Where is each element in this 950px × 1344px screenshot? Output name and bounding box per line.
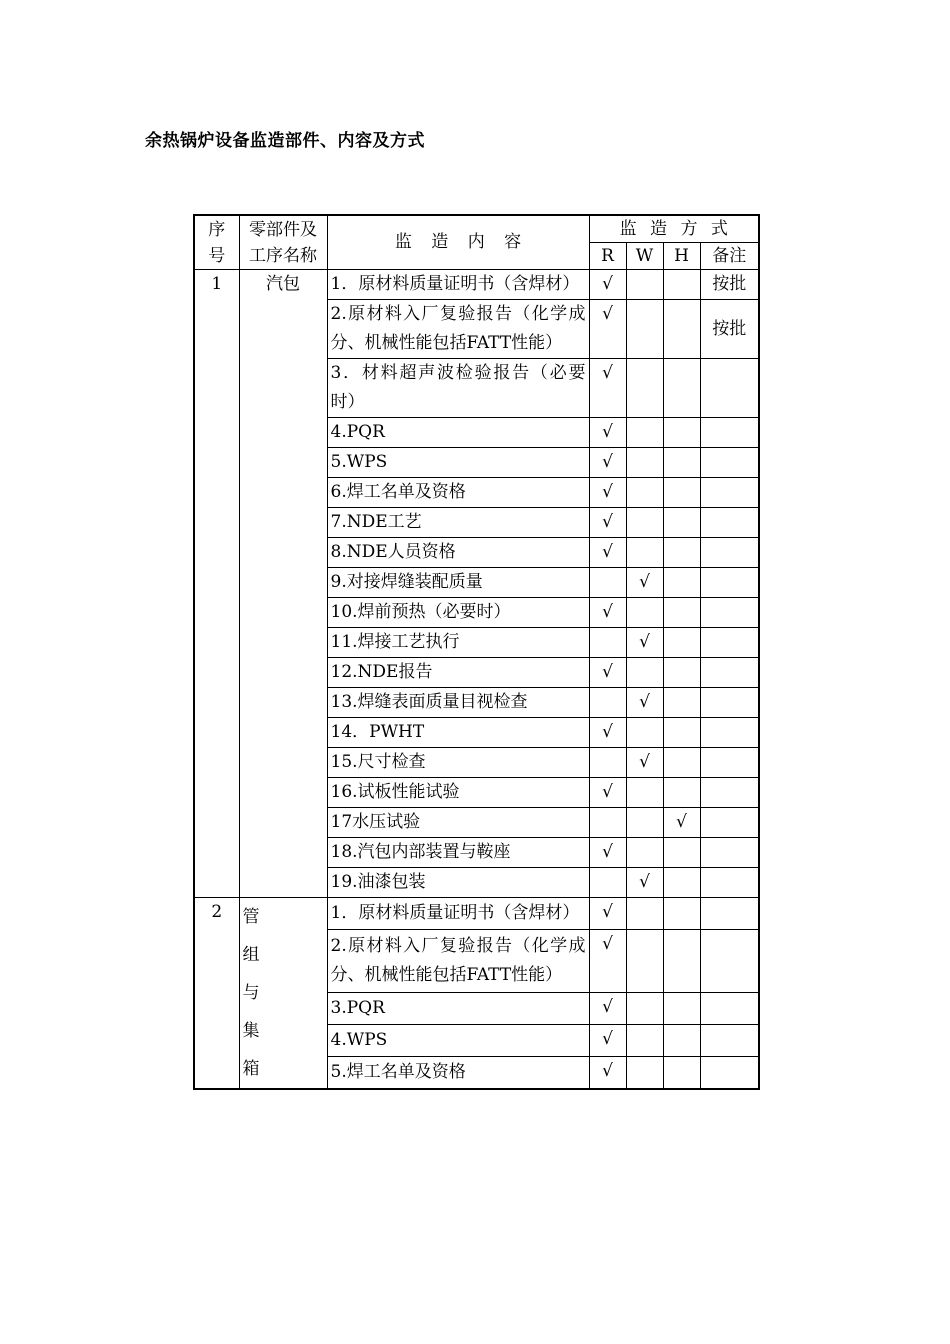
check-mark-r: √ [589,658,626,688]
header-col-w: W [626,243,663,270]
row-content: 10.焊前预热（必要时） [327,598,589,628]
supervision-table [193,214,760,1090]
check-mark-w [626,898,663,930]
check-mark-h [663,658,700,688]
check-mark-w [626,359,663,418]
row-note [700,359,759,418]
check-mark-r: √ [589,778,626,808]
check-mark-r [589,808,626,838]
check-mark-h [663,628,700,658]
check-mark-w [626,270,663,300]
check-mark-w [626,808,663,838]
row-note [700,778,759,808]
row-content: 4.PQR [327,418,589,448]
row-content: 15.尺寸检查 [327,748,589,778]
check-mark-r: √ [589,838,626,868]
check-mark-w [626,718,663,748]
check-mark-r [589,628,626,658]
row-content: 12.NDE报告 [327,658,589,688]
check-mark-w: √ [626,868,663,898]
check-mark-r [589,748,626,778]
header-col-h: H [663,243,700,270]
row-note [700,898,759,930]
check-mark-h [663,748,700,778]
row-note [700,930,759,993]
header-content: 监 造 内 容 [327,215,589,270]
check-mark-w [626,778,663,808]
row-note [700,598,759,628]
row-content: 18.汽包内部装置与鞍座 [327,838,589,868]
header-part: 零部件及 工序名称 [239,215,327,270]
check-mark-h [663,898,700,930]
check-mark-w: √ [626,568,663,598]
row-content: 4.WPS [327,1024,589,1056]
row-note [700,1024,759,1056]
header-col-note: 备注 [700,243,759,270]
check-mark-w: √ [626,628,663,658]
row-content: 7.NDE工艺 [327,508,589,538]
check-mark-r: √ [589,1056,626,1089]
row-note [700,868,759,898]
row-content: 5.WPS [327,448,589,478]
check-mark-h [663,418,700,448]
row-content: 14．PWHT [327,718,589,748]
check-mark-h [663,1024,700,1056]
row-note [700,508,759,538]
check-mark-h [663,778,700,808]
check-mark-h [663,270,700,300]
row-note: 按批 [700,300,759,359]
check-mark-w [626,448,663,478]
check-mark-r [589,688,626,718]
check-mark-r: √ [589,718,626,748]
check-mark-r: √ [589,359,626,418]
check-mark-h [663,300,700,359]
check-mark-w [626,930,663,993]
row-note [700,418,759,448]
check-mark-h [663,688,700,718]
row-content: 6.焊工名单及资格 [327,478,589,508]
check-mark-h [663,930,700,993]
check-mark-w: √ [626,688,663,718]
row-note [700,448,759,478]
row-content: 9.对接焊缝装配质量 [327,568,589,598]
table-row [194,270,759,300]
row-note [700,658,759,688]
check-mark-h [663,1056,700,1089]
check-mark-w [626,300,663,359]
row-content: 3．材料超声波检验报告（必要时） [327,359,589,418]
row-note: 按批 [700,270,759,300]
check-mark-r: √ [589,418,626,448]
check-mark-r: √ [589,538,626,568]
check-mark-w [626,538,663,568]
check-mark-w: √ [626,748,663,778]
check-mark-w [626,478,663,508]
header-seq: 序 号 [194,215,239,270]
check-mark-h [663,508,700,538]
check-mark-r: √ [589,598,626,628]
check-mark-h [663,838,700,868]
row-note [700,478,759,508]
check-mark-r [589,868,626,898]
check-mark-r: √ [589,300,626,359]
row-seq: 2 [194,898,239,1090]
row-content: 2.原材料入厂复验报告（化学成分、机械性能包括FATT性能） [327,930,589,993]
check-mark-h [663,359,700,418]
row-content: 8.NDE人员资格 [327,538,589,568]
check-mark-w [626,508,663,538]
row-seq: 1 [194,270,239,898]
row-content: 1．原材料质量证明书（含焊材） [327,270,589,300]
check-mark-w [626,992,663,1024]
row-note [700,718,759,748]
header-row-1 [194,215,759,243]
check-mark-r: √ [589,508,626,538]
header-method: 监 造 方 式 [589,215,759,243]
document-title: 余热锅炉设备监造部件、内容及方式 [145,131,425,151]
check-mark-r: √ [589,898,626,930]
check-mark-w [626,1056,663,1089]
check-mark-r: √ [589,448,626,478]
check-mark-h: √ [663,808,700,838]
check-mark-w [626,1024,663,1056]
row-note [700,838,759,868]
check-mark-h [663,448,700,478]
row-content: 2.原材料入厂复验报告（化学成分、机械性能包括FATT性能） [327,300,589,359]
row-note [700,992,759,1024]
check-mark-r: √ [589,930,626,993]
row-note [700,568,759,598]
row-note [700,538,759,568]
check-mark-h [663,868,700,898]
row-content: 16.试板性能试验 [327,778,589,808]
row-note [700,1056,759,1089]
check-mark-h [663,538,700,568]
row-content: 11.焊接工艺执行 [327,628,589,658]
check-mark-w [626,658,663,688]
check-mark-h [663,568,700,598]
row-content: 19.油漆包装 [327,868,589,898]
table-row [194,898,759,930]
row-content: 13.焊缝表面质量目视检查 [327,688,589,718]
row-note [700,748,759,778]
row-note [700,808,759,838]
row-content: 1．原材料质量证明书（含焊材） [327,898,589,930]
check-mark-r: √ [589,1024,626,1056]
check-mark-r: √ [589,270,626,300]
check-mark-h [663,718,700,748]
row-note [700,628,759,658]
check-mark-w [626,838,663,868]
row-content: 17水压试验 [327,808,589,838]
check-mark-r [589,568,626,598]
check-mark-h [663,992,700,1024]
row-content: 3.PQR [327,992,589,1024]
check-mark-h [663,478,700,508]
row-note [700,688,759,718]
check-mark-w [626,598,663,628]
row-content: 5.焊工名单及资格 [327,1056,589,1089]
check-mark-r: √ [589,992,626,1024]
row-part-name: 管 组 与 集 箱 [239,898,327,1090]
check-mark-r: √ [589,478,626,508]
check-mark-w [626,418,663,448]
row-part-name: 汽包 [239,270,327,898]
header-col-r: R [589,243,626,270]
check-mark-h [663,598,700,628]
